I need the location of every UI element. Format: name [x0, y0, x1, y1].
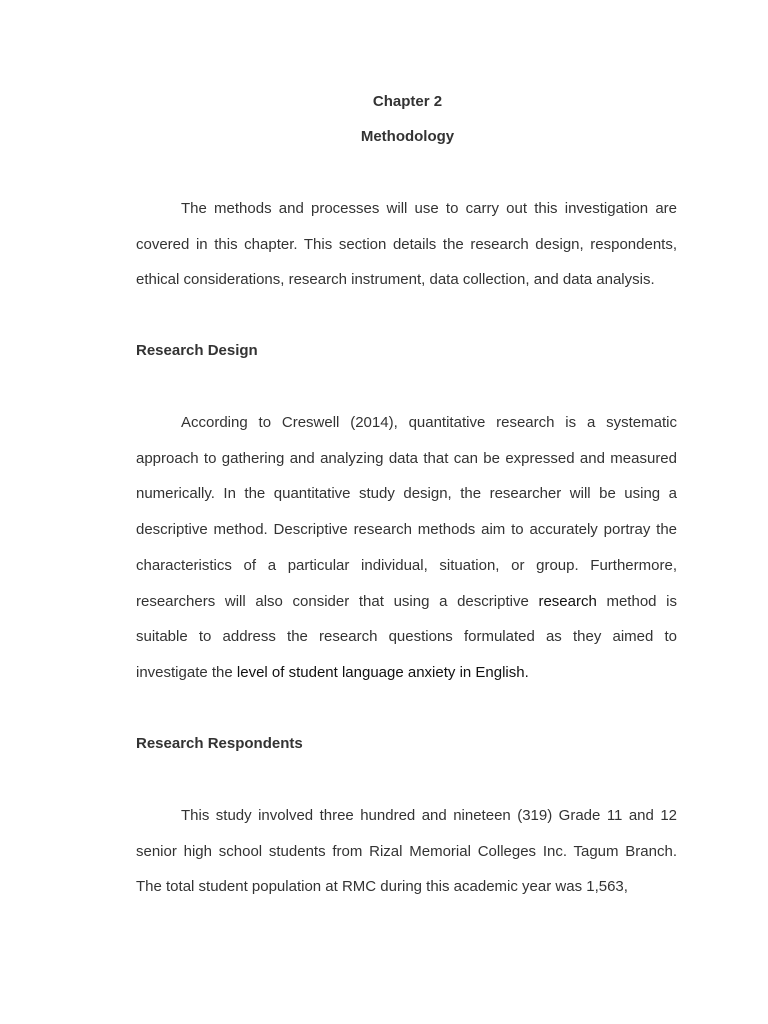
research-design-end-period: .	[524, 663, 529, 681]
chapter-title: Methodology	[360, 128, 455, 145]
research-design-text-part1: According to Creswell (2014), quantitative research is a systematic approach to gathering and analyzing data that can be expressed and measured numerically. In the quantitative study design, the researcher will be using a descriptive method. Descriptive research methods aim to accurately portray the characteristics of a particular individual, situation, or group. Furthermore, researchers will also consider that using a descriptive	[136, 414, 677, 610]
chapter-number: Chapter 2	[372, 93, 443, 110]
research-design-text-part2: method is suitable to address the research questions formulated as they aimed to investigate the	[136, 592, 677, 681]
research-design-heading: Research Design	[136, 342, 258, 359]
research-respondents-paragraph: This study involved three hundred and nineteen (319) Grade 11 and 12 senior high school students from Rizal Memorial Colleges Inc. Tagum Branch. The total student population at RMC during this academic year was 1,563,	[136, 807, 677, 896]
research-design-paragraph	[136, 405, 677, 691]
intro-paragraph: The methods and processes will use to carry out this investigation are covered in this chapter. This section details the research design, respondents, ethical considerations, research instrument, data collection, and data analysis.	[136, 200, 677, 289]
research-respondents-heading: Research Respondents	[136, 735, 303, 752]
research-design-research-word: research	[538, 592, 597, 610]
research-design-focus-text: level of student language anxiety in English	[236, 663, 525, 681]
